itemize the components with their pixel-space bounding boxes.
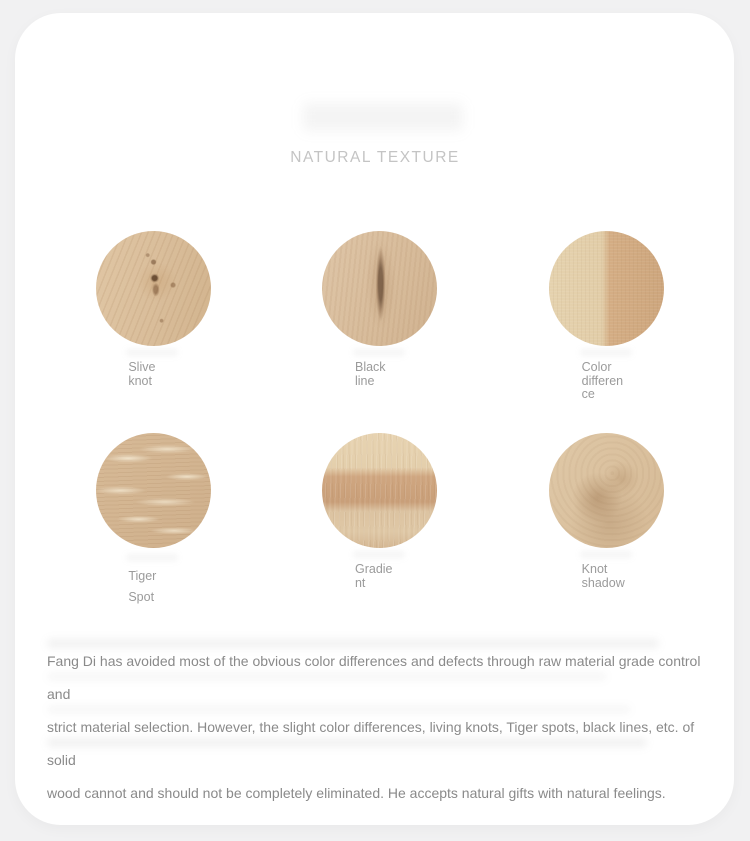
texture-label-line: line xyxy=(354,373,375,388)
texture-label-line: Tiger xyxy=(128,569,157,583)
texture-label-line: Color xyxy=(581,360,612,374)
texture-label-line: Slive xyxy=(128,360,156,374)
texture-label-line: Spot xyxy=(128,590,155,604)
texture-item-tiger-spot xyxy=(40,433,267,608)
texture-label-line: knot xyxy=(128,373,152,388)
texture-label-tiger-spot xyxy=(128,566,178,608)
texture-item-knot-shadow xyxy=(493,433,720,608)
description-line: wood cannot and should not be completely eliminated. He accepts natural gifts with natural feelings. xyxy=(47,785,666,801)
texture-label-line: shadow xyxy=(581,575,625,590)
section-title: NATURAL TEXTURE xyxy=(290,149,460,166)
wood-texture-image-slive-knot xyxy=(96,231,211,346)
texture-label-line: Black xyxy=(354,360,386,374)
wood-texture-image-knot-shadow xyxy=(549,433,664,548)
texture-item-color-difference xyxy=(493,231,720,433)
texture-item-black-line xyxy=(267,231,494,433)
texture-label-line: Knot xyxy=(581,562,608,576)
description-line: Fang Di has avoided most of the obvious color differences and defects through raw material grade control and xyxy=(47,653,701,702)
texture-item-gradient xyxy=(267,433,494,608)
texture-label-line: ce xyxy=(581,387,595,401)
texture-label-knot-shadow xyxy=(582,563,632,590)
texture-item-slive-knot xyxy=(40,231,267,433)
texture-label-gradient xyxy=(355,563,405,590)
texture-label-color-difference xyxy=(582,361,632,402)
wood-texture-image-black-line xyxy=(322,231,437,346)
faded-watermark-heading xyxy=(303,103,463,131)
texture-grid xyxy=(40,231,720,608)
texture-label-black-line xyxy=(355,361,405,388)
wood-texture-image-tiger-spot xyxy=(96,433,211,548)
wood-texture-image-gradient xyxy=(322,433,437,548)
texture-label-line: Gradie xyxy=(354,562,393,576)
wood-texture-image-color-difference xyxy=(549,231,664,346)
description-line: strict material selection. However, the slight color differences, living knots, Tiger spots, black lines, etc. of solid xyxy=(47,719,695,768)
description-paragraph xyxy=(47,645,723,810)
texture-label-line: nt xyxy=(354,575,366,590)
texture-label-line: differen xyxy=(581,373,624,388)
texture-label-slive-knot xyxy=(128,361,178,388)
